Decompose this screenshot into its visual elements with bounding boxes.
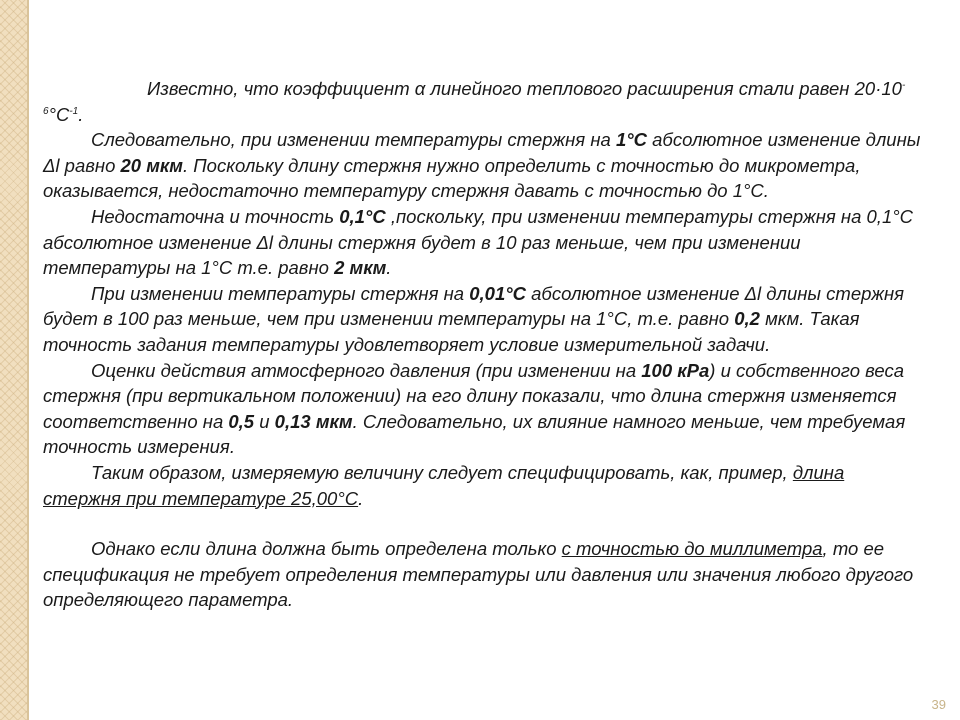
p5-bold-value-2: 0,13 мкм (274, 410, 353, 432)
p4-bold-value: 0,2 (734, 308, 760, 330)
p5-text-a: Оценки действия атмосферного давления (при изменении на (91, 359, 642, 381)
p5-bold-pressure: 100 кРа (641, 359, 710, 381)
p1-end: . (78, 103, 84, 125)
paragraph-7 (43, 536, 923, 613)
p1-exponent-1: -6 (43, 80, 906, 117)
paragraph-6 (43, 460, 923, 511)
p7-underlined-precision: с точностью до миллиметра (561, 538, 823, 560)
p2-bold-temp: 1°C (615, 129, 647, 151)
page-number: 39 (931, 697, 946, 712)
p2-text-d: . Поскольку длину стержня нужно определить с точностью до микрометра, оказывается, недостаточно температуру стержня давать с точностью до 1°С. (43, 154, 861, 202)
p2-text-c: абсолютное изменение длины Δl равно (43, 129, 921, 176)
p1-unit: °C (48, 103, 70, 125)
p6-underlined-spec: длина стержня при температуре 25,00°С (43, 461, 845, 509)
p3-text-d: . (386, 257, 392, 279)
slide-body-text (43, 76, 923, 613)
p4-text-a: При изменении температуры стержня на (91, 282, 470, 304)
paragraph-2 (43, 127, 923, 204)
p5-text-d: и (254, 410, 275, 432)
p3-bold-temp: 0,1°C (339, 205, 386, 227)
p1-text: Известно, что коэффициент α линейного теплового расширения стали равен 20·10 (147, 78, 902, 99)
paragraph-gap (43, 511, 923, 536)
p5-bold-value-1: 0,5 (228, 410, 255, 432)
p6-text-b: . (358, 487, 364, 509)
p5-text-c: ) и собственного веса стержня (при вертикальном положении) на его длину показали, что длина стержня изменяется соответственно на (43, 359, 905, 432)
p2-bold-value: 20 мкм (120, 154, 183, 176)
p7-text-b: , то ее спецификация не требует определения температуры или давления или значения любого другого определяющего параметра. (43, 538, 914, 611)
p5-text-e: . Следовательно, их влияние намного меньше, чем требуемая точность измерения. (43, 410, 906, 458)
p4-bold-temp: 0,01°C (469, 282, 526, 304)
paragraph-3 (43, 204, 923, 281)
paragraph-5 (43, 358, 923, 460)
p2-text-a: Следовательно, при изменении температуры стержня на (91, 129, 616, 151)
paragraph-1 (43, 76, 923, 127)
p3-text-c: ,поскольку, при изменении температуры стержня на 0,1°С абсолютное изменение Δl длины стержня будет в 10 раз меньше, чем при изменении температуры на 1°С т.е. равно (43, 205, 913, 279)
p7-text-a: Однако если длина должна быть определена только (91, 538, 562, 560)
p3-text-a: Недостаточна и точность (91, 205, 340, 227)
p1-exponent-2: -1 (69, 105, 79, 117)
p6-text-a: Таким образом, измеряемую величину следует специфицировать, как, пример, (91, 461, 793, 483)
paragraph-4 (43, 281, 923, 358)
decorative-side-pattern (0, 0, 27, 720)
p3-bold-value: 2 мкм (334, 257, 387, 279)
p4-text-c: абсолютное изменение Δl длины стержня будет в 100 раз меньше, чем при изменении температуры на 1°С, т.е. равно (43, 282, 905, 330)
p4-text-d: мкм. Такая точность задания температуры удовлетворяет условие измерительной задачи. (43, 308, 860, 355)
decorative-side-line (27, 0, 29, 720)
